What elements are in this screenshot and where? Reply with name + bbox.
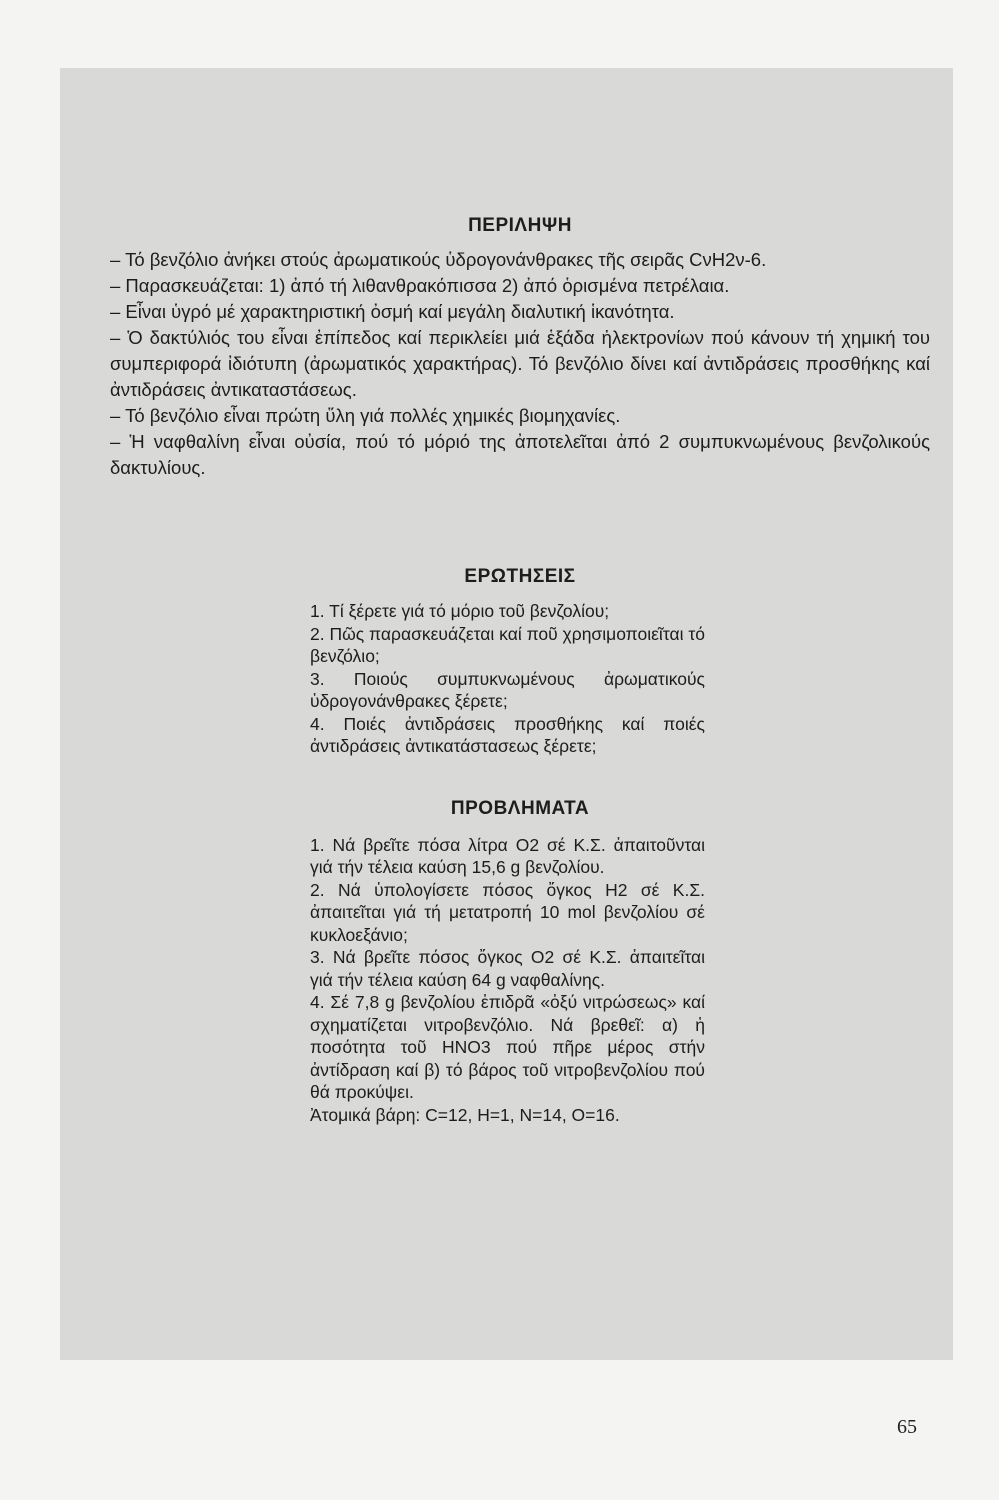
summary-line: – Ὁ δακτύλιός του εἶναι ἐπίπεδος καί περικλείει μιά ἑξάδα ἠλεκτρονίων πού κάνουν τή χημική του συμπεριφορά ἰδιότυπη (ἀρωματικός χαρακτήρας). Τό βενζόλιο δίνει καί ἀντιδράσεις προσθήκης καί ἀντιδράσεις ἀντικαταστάσεως. <box>110 327 930 400</box>
atomic-weights-note: Ἀτομικά βάρη: C=12, H=1, N=14, O=16. <box>310 1104 620 1125</box>
summary-line: – Τό βενζόλιο ἀνήκει στούς ἀρωματικούς ὑδρογονάνθρακες τῆς σειρᾶς CνH2ν-6. <box>110 249 767 270</box>
problem-item: 1. Νά βρεῖτε πόσα λίτρα O2 σέ Κ.Σ. ἀπαιτοῦνται γιά τήν τέλεια καύση 15,6 g βενζολίου. <box>310 834 705 877</box>
question-item: 1. Τί ξέρετε γιά τό μόριο τοῦ βενζολίου; <box>310 601 610 621</box>
question-item: 2. Πῶς παρασκευάζεται καί ποῦ χρησιμοποιεῖται τό βενζόλιο; <box>310 623 705 666</box>
page-content <box>110 215 930 1126</box>
questions-list <box>310 600 705 758</box>
problems-heading: ΠΡΟΒΛΗΜΑΤΑ <box>450 797 590 819</box>
summary-line: – Ἡ ναφθαλίνη εἶναι οὐσία, πού τό μόριό της ἀποτελεῖται ἀπό 2 συμπυκνωμένους βενζολικούς δακτυλίους. <box>110 431 930 478</box>
problem-item: 2. Νά ὑπολογίσετε πόσος ὄγκος H2 σέ Κ.Σ. ἀπαιτεῖται γιά τή μετατροπή 10 mol βενζολίου σέ κυκλοεξάνιο; <box>310 879 705 945</box>
summary-heading: ΠΕΡΙΛΗΨΗ <box>468 215 572 236</box>
question-item: 4. Ποιές ἀντιδράσεις προσθήκης καί ποιές ἀντιδράσεις ἀντικατάστασεως ξέρετε; <box>310 713 705 756</box>
summary-list <box>110 247 930 481</box>
summary-line: – Παρασκευάζεται: 1) ἀπό τή λιθανθρακόπισσα 2) ἀπό ὁρισμένα πετρέλαια. <box>110 275 730 296</box>
problems-list <box>310 834 705 1127</box>
summary-line: – Εἶναι ὑγρό μέ χαρακτηριστική ὀσμή καί μεγάλη διαλυτική ἱκανότητα. <box>110 301 675 322</box>
page-number: 65 <box>897 1416 917 1438</box>
question-item: 3. Ποιούς συμπυκνωμένους ἀρωματικούς ὑδρογονάνθρακες ξέρετε; <box>310 668 705 711</box>
questions-heading: ΕΡΩΤΗΣΕΙΣ <box>464 566 576 587</box>
problem-item: 3. Νά βρεῖτε πόσος ὄγκος O2 σέ Κ.Σ. ἀπαιτεῖται γιά τήν τέλεια καύση 64 g ναφθαλίνης. <box>310 947 705 990</box>
summary-line: – Τό βενζόλιο εἶναι πρώτη ὕλη γιά πολλές χημικές βιομηχανίες. <box>110 405 621 426</box>
problem-item: 4. Σέ 7,8 g βενζολίου ἐπιδρᾶ «ὀξύ νιτρώσεως» καί σχηματίζεται νιτροβενζόλιο. Νά βρεθεῖ: α) ἡ ποσότητα τοῦ HNO3 πού πῆρε μέρος στήν ἀντίδραση καί β) τό βάρος τοῦ νιτροβενζολίου πού θά προκύψει. <box>310 992 705 1102</box>
